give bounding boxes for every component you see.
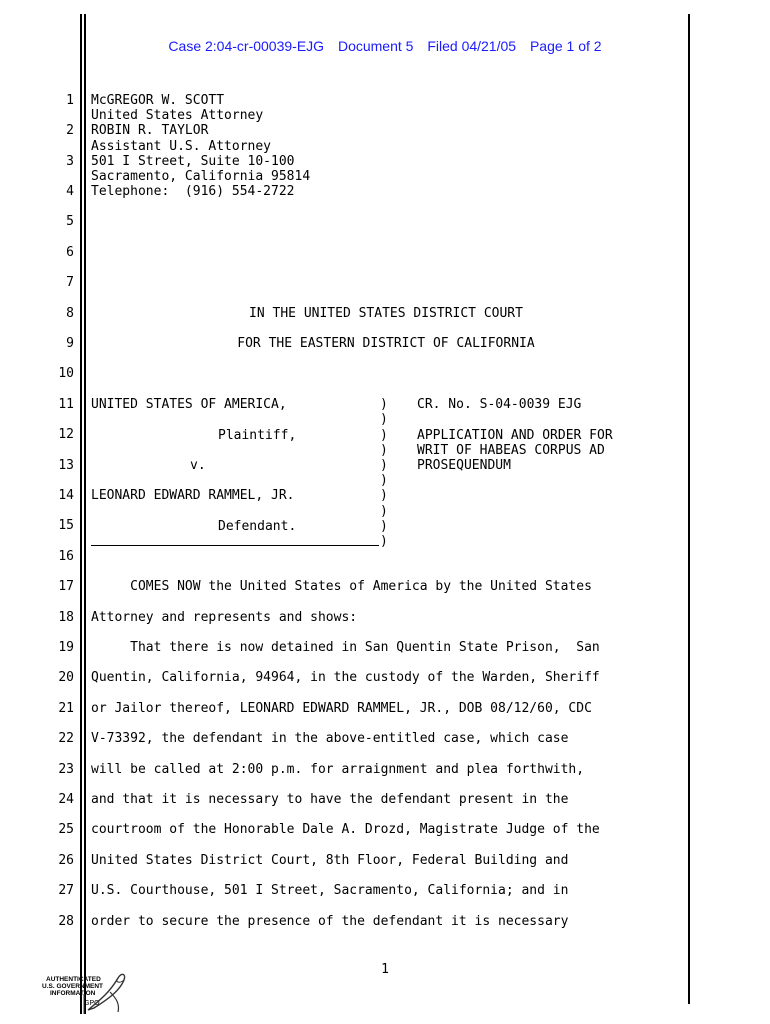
body-line: COMES NOW the United States of America by the United States: [91, 579, 592, 594]
caption-paren: ): [380, 428, 388, 443]
plaintiff-role: Plaintiff,: [218, 428, 297, 443]
body-line: V-73392, the defendant in the above-entitled case, which case: [91, 731, 569, 746]
attorney-line: 501 I Street, Suite 10-100: [91, 154, 295, 169]
caption-paren: ): [380, 488, 388, 503]
defendant-role: Defendant.: [218, 519, 297, 534]
line-number: 11: [58, 397, 74, 412]
header-document: Document 5: [337, 38, 414, 54]
body-line: U.S. Courthouse, 501 I Street, Sacramento, California; and in: [91, 883, 569, 898]
line-number: 8: [66, 306, 74, 321]
attorney-line: United States Attorney: [91, 108, 264, 123]
logo-text-line: U.S. GOVERNMENT: [42, 983, 104, 990]
case-number: CR. No. S-04-0039 EJG: [417, 397, 582, 412]
header-filed-date: Filed 04/21/05: [427, 38, 517, 54]
line-number: 14: [58, 488, 74, 503]
caption-paren: ): [380, 473, 388, 488]
line-number: 27: [58, 883, 74, 898]
court-district: FOR THE EASTERN DISTRICT OF CALIFORNIA: [237, 336, 535, 351]
caption-paren: ): [380, 443, 388, 458]
caption-underline: [91, 545, 379, 546]
right-margin-rule: [688, 14, 690, 1004]
caption-paren: ): [380, 534, 388, 549]
court-title: IN THE UNITED STATES DISTRICT COURT: [249, 306, 523, 321]
body-line: order to secure the presence of the defendant it is necessary: [91, 914, 569, 929]
attorney-line: McGREGOR W. SCOTT: [91, 93, 225, 108]
header-case-number: Case 2:04-cr-00039-EJG: [168, 38, 325, 54]
line-number: 1: [66, 93, 74, 108]
eagle-emblem-icon: [80, 970, 130, 1015]
line-number: 9: [66, 336, 74, 351]
line-number: 2: [66, 123, 74, 138]
line-number: 6: [66, 245, 74, 260]
line-number: 15: [58, 518, 74, 533]
body-line: or Jailor thereof, LEONARD EDWARD RAMMEL, JR., DOB 08/12/60, CDC: [91, 701, 592, 716]
caption-paren: ): [380, 504, 388, 519]
line-number: 3: [66, 154, 74, 169]
left-margin-rule-outer: [80, 14, 82, 1014]
line-number: 13: [58, 458, 74, 473]
versus-label: v.: [190, 458, 206, 473]
line-number: 24: [58, 792, 74, 807]
line-number: 10: [58, 366, 74, 381]
ecf-header: [0, 38, 770, 54]
document-title-line: APPLICATION AND ORDER FOR: [417, 428, 613, 443]
line-number: 26: [58, 853, 74, 868]
header-page: Page 1 of 2: [529, 38, 602, 54]
caption-paren: ): [380, 412, 388, 427]
attorney-line: ROBIN R. TAYLOR: [91, 123, 209, 138]
document-title-line: WRIT OF HABEAS CORPUS AD: [417, 443, 605, 458]
body-line: Attorney and represents and shows:: [91, 610, 358, 625]
plaintiff-name: UNITED STATES OF AMERICA,: [91, 397, 287, 412]
logo-text-line: AUTHENTICATED: [46, 976, 101, 983]
body-line: will be called at 2:00 p.m. for arraignment and plea forthwith,: [91, 762, 585, 777]
document-title-line: PROSEQUENDUM: [417, 458, 511, 473]
line-number: 5: [66, 214, 74, 229]
body-line: courtroom of the Honorable Dale A. Drozd, Magistrate Judge of the: [91, 822, 600, 837]
line-number: 28: [58, 914, 74, 929]
caption-paren: ): [380, 397, 388, 412]
logo-text-line: INFORMATION: [50, 990, 96, 997]
line-number: 25: [58, 822, 74, 837]
line-number: 19: [58, 640, 74, 655]
line-number: 7: [66, 275, 74, 290]
page-number: 1: [381, 962, 389, 977]
line-number: 4: [66, 184, 74, 199]
body-line: United States District Court, 8th Floor, Federal Building and: [91, 853, 569, 868]
line-number: 17: [58, 579, 74, 594]
logo-gpo-mark: GPO: [84, 1000, 100, 1007]
line-number: 20: [58, 670, 74, 685]
gpo-authentication-logo: [40, 970, 140, 1020]
line-number: 12: [58, 427, 74, 442]
line-number: 22: [58, 731, 74, 746]
attorney-line: Telephone: (916) 554-2722: [91, 184, 295, 199]
body-line: and that it is necessary to have the defendant present in the: [91, 792, 569, 807]
line-number: 21: [58, 701, 74, 716]
body-line: That there is now detained in San Quentin State Prison, San: [91, 640, 600, 655]
line-number: 18: [58, 610, 74, 625]
line-number: 23: [58, 762, 74, 777]
line-number: 16: [58, 549, 74, 564]
caption-paren: ): [380, 519, 388, 534]
left-margin-rule-inner: [84, 14, 86, 1014]
caption-paren: ): [380, 458, 388, 473]
attorney-line: Sacramento, California 95814: [91, 169, 311, 184]
body-line: Quentin, California, 94964, in the custody of the Warden, Sheriff: [91, 670, 600, 685]
attorney-line: Assistant U.S. Attorney: [91, 139, 272, 154]
defendant-name: LEONARD EDWARD RAMMEL, JR.: [91, 488, 295, 503]
